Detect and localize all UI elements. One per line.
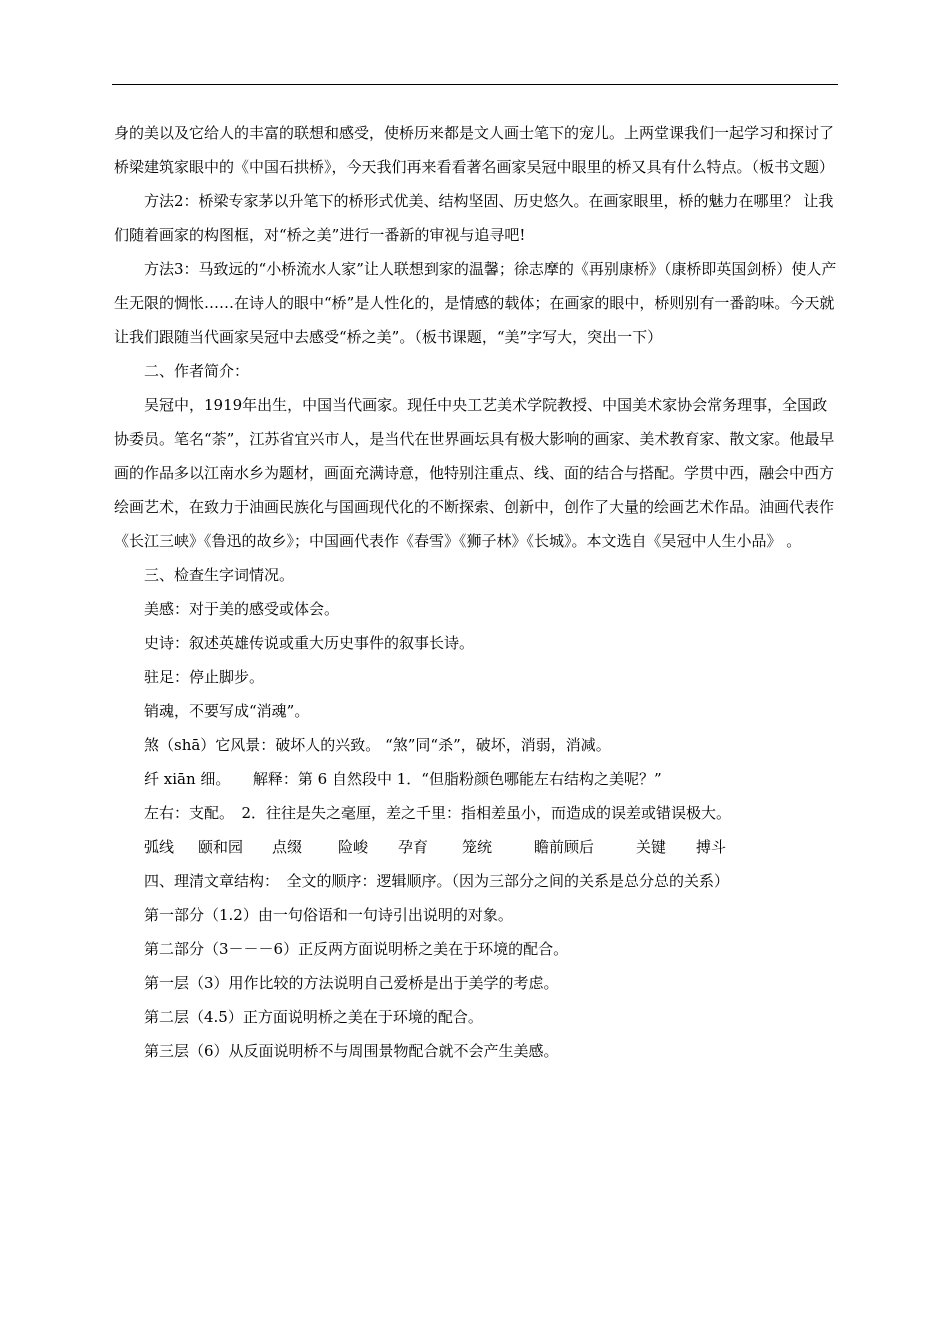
intro-paragraph: 身的美以及它给人的丰富的联想和感受，使桥历来都是文人画士笔下的宠儿。上两堂课我们一起学习和探讨了桥梁建筑家眼中的《中国石拱桥》，今天我们再来看看著名画家吴冠中眼里的桥又具有什么特点。（板书文题） xyxy=(114,124,835,176)
vocab-heading: 三、检查生字词情况。 xyxy=(144,566,295,584)
vocab-line: 驻足：停止脚步。 xyxy=(144,668,265,686)
word-item: 弧线 xyxy=(144,838,175,856)
word-item: 搏斗 xyxy=(696,838,727,856)
vocab-line: 史诗：叙述英雄传说或重大历史事件的叙事长诗。 xyxy=(144,634,475,652)
vocab-line: 煞（shā）它风景：破坏人的兴致。 “煞”同“杀”，破坏，消弱，消减。 xyxy=(144,736,611,754)
vocab-line: 左右：支配。 2．往往是失之毫厘，差之千里：指相差虽小，而造成的误差或错误极大。 xyxy=(144,804,732,822)
structure-line: 第三层（6）从反面说明桥不与周围景物配合就不会产生美感。 xyxy=(144,1042,559,1060)
structure-line: 第二层（4.5）正方面说明桥之美在于环境的配合。 xyxy=(144,1008,483,1026)
word-item: 险峻 xyxy=(338,838,369,856)
word-item: 瞻前顾后 xyxy=(534,838,595,856)
vocab-line: 美感：对于美的感受或体会。 xyxy=(144,600,340,618)
structure-line: 第一层（3）用作比较的方法说明自己爱桥是出于美学的考虑。 xyxy=(144,974,559,992)
vocab-line: 纤 xiān 细。 解释：第 6 自然段中 1．“但脂粉颜色哪能左右结构之美呢？” xyxy=(144,770,662,788)
word-item: 孕育 xyxy=(398,838,429,856)
word-list xyxy=(114,830,838,864)
method-3-paragraph: 方法3：马致远的“小桥流水人家”让人联想到家的温馨；徐志摩的《再别康桥》（康桥即英国剑桥）使人产生无限的惆怅……在诗人的眼中“桥”是人性化的，是情感的载体；在画家的眼中，桥则别有一番韵味。今天就让我们跟随当代画家吴冠中去感受“桥之美”。（板书课题，“美”字写大，突出一下） xyxy=(114,260,837,346)
word-item: 笼统 xyxy=(462,838,493,856)
vocab-line: 销魂，不要写成“消魂”。 xyxy=(144,702,310,720)
structure-heading: 四、理清文章结构： 全文的顺序：逻辑顺序。（因为三部分之间的关系是总分总的关系） xyxy=(144,872,730,890)
author-heading: 二、作者简介： xyxy=(144,362,250,380)
word-item: 点缀 xyxy=(272,838,303,856)
author-paragraph: 吴冠中，1919年出生，中国当代画家。现任中央工艺美术学院教授、中国美术家协会常务理事，全国政协委员。笔名“荼”，江苏省宜兴市人，是当代在世界画坛具有极大影响的画家、美术教育家、散文家。他最早画的作品多以江南水乡为题材，画面充满诗意，他特别注重点、线、面的结合与搭配。学贯中西，融会中西方绘画艺术，在致力于油画民族化与国画现代化的不断探索、创新中，创作了大量的绘画艺术作品。油画代表作《长江三峡》《鲁迅的故乡》；中国画代表作《春雪》《狮子林》《长城》。本文选自《吴冠中人生小品》 。 xyxy=(114,396,835,550)
word-item: 颐和园 xyxy=(198,838,244,856)
structure-line: 第二部分（3－－－6）正反两方面说明桥之美在于环境的配合。 xyxy=(144,940,569,958)
word-item: 关键 xyxy=(636,838,667,856)
structure-line: 第一部分（1.2）由一句俗语和一句诗引出说明的对象。 xyxy=(144,906,513,924)
method-2-paragraph: 方法2：桥梁专家茅以升笔下的桥形式优美、结构坚固、历史悠久。在画家眼里，桥的魅力在哪里？ 让我们随着画家的构图框，对“桥之美”进行一番新的审视与追寻吧! xyxy=(114,192,834,244)
document-body xyxy=(114,116,838,1068)
header-rule xyxy=(112,84,838,85)
